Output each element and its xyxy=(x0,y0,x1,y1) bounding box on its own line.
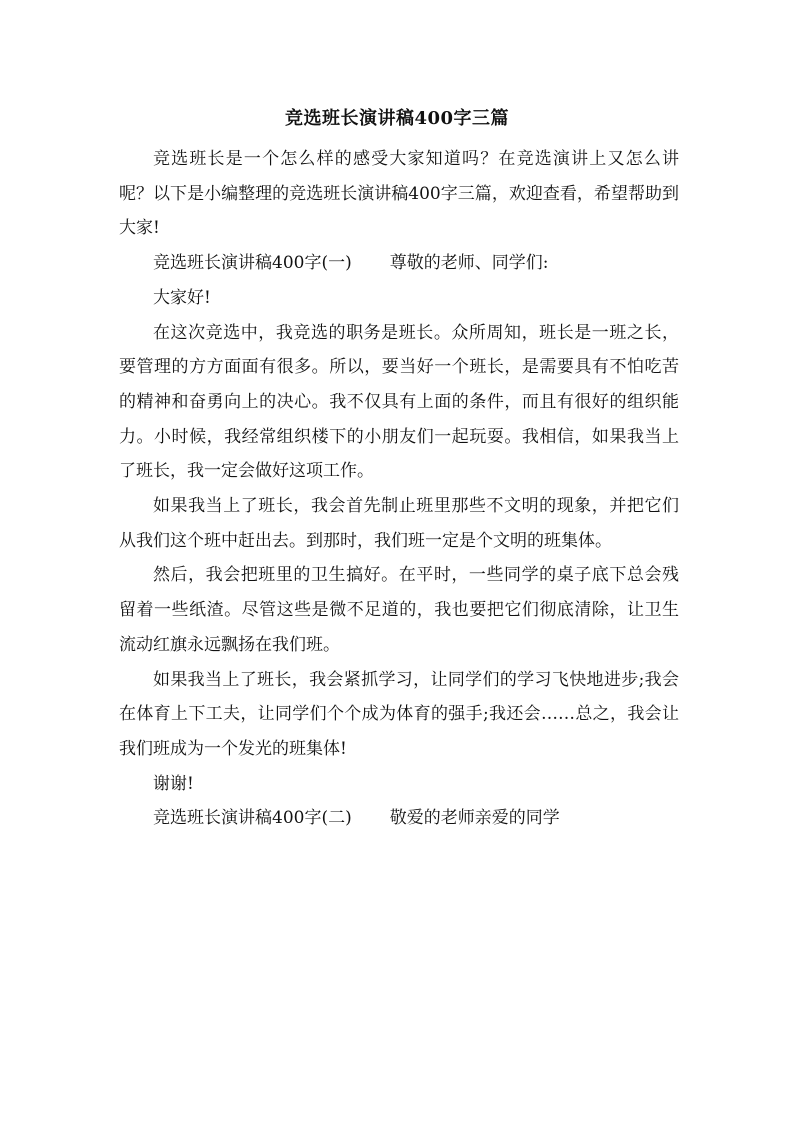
speech-1-salutation: 尊敬的老师、同学们: xyxy=(389,253,549,274)
speech-1-heading-line xyxy=(119,246,679,281)
speech-2-heading-line xyxy=(119,801,679,836)
speech-1-paragraph-2: 如果我当上了班长，我会首先制止班里那些不文明的现象，并把它们从我们这个班中赶出去。到那时，我们班一定是个文明的班集体。 xyxy=(119,496,679,551)
speech-1-closing: 谢谢! xyxy=(153,773,194,794)
intro-paragraph: 竞选班长是一个怎么样的感受大家知道吗？在竞选演讲上又怎么讲呢？以下是小编整理的竞选班长演讲稿400字三篇，欢迎查看，希望帮助到大家! xyxy=(119,149,679,239)
speech-1-paragraph-3: 然后，我会把班里的卫生搞好。在平时，一些同学的桌子底下总会残留着一些纸渣。尽管这些是微不足道的，我也要把它们彻底清除，让卫生流动红旗永远飘扬在我们班。 xyxy=(119,565,679,655)
speech-2-salutation: 敬爱的老师亲爱的同学 xyxy=(389,808,560,829)
speech-2-heading: 竞选班长演讲稿400字(二) xyxy=(153,808,352,829)
speech-1-paragraph-4: 如果我当上了班长，我会紧抓学习，让同学们的学习飞快地进步;我会在体育上下工夫，让同学们个个成为体育的强手;我还会……总之，我会让我们班成为一个发光的班集体! xyxy=(119,669,679,759)
speech-1-paragraph-1: 在这次竞选中，我竞选的职务是班长。众所周知，班长是一班之长，要管理的方方面面有很多。所以，要当好一个班长，是需要具有不怕吃苦的精神和奋勇向上的决心。我不仅具有上面的条件，而且有很好的组织能力。小时候，我经常组织楼下的小朋友们一起玩耍。我相信，如果我当上了班长，我一定会做好这项工作。 xyxy=(119,322,679,482)
speech-1-greeting: 大家好! xyxy=(153,287,211,308)
speech-1-heading: 竞选班长演讲稿400字(一) xyxy=(153,253,352,274)
document-body xyxy=(119,142,679,836)
document-title: 竞选班长演讲稿400字三篇 xyxy=(284,108,510,129)
